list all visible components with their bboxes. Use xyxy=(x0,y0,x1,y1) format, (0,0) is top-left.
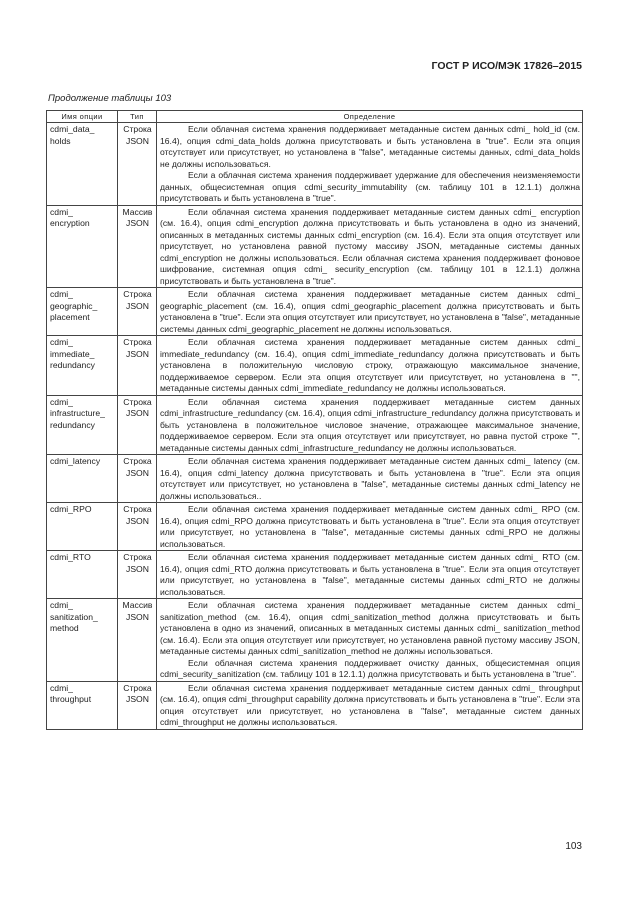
option-type-cell: Строка JSON xyxy=(118,551,157,599)
table-row xyxy=(47,336,583,396)
column-header-type: Тип xyxy=(118,111,157,123)
definition-paragraph: Если а облачная система хранения поддерживает удержание для обеспечения неизменяемости данных, общесистемная опция cdmi_security_immutability (см. таблицу 101 в 12.1.1) должна присутствовать и быть установлена в "true". xyxy=(160,170,580,203)
column-header-definition: Определение xyxy=(157,111,583,123)
table-row xyxy=(47,455,583,503)
table-row xyxy=(47,599,583,682)
option-name-cell: cdmi_data_ holds xyxy=(47,123,118,206)
definition-paragraph: Если облачная система хранения поддерживает метаданные систем данных cdmi_ sanitization_method (см. 16.4), опция cdmi_sanitization_method должна присутствовать и быть установлена в одно из значений, описанных в метаданных системы данных cdmi_ sanitization_method (см. 16.4). Если эта опция отсутствует или присутствует, но установлена равной пустому массиву JSON, метаданные системы данных cdmi_sanitization_method не должны использоваться. xyxy=(160,600,580,656)
option-definition-cell xyxy=(157,123,583,206)
table-caption: Продолжение таблицы 103 xyxy=(48,93,172,104)
option-definition-cell xyxy=(157,336,583,396)
table-row xyxy=(47,123,583,206)
table-row xyxy=(47,288,583,336)
option-name-cell: cdmi_ geographic_ placement xyxy=(47,288,118,336)
option-definition-cell xyxy=(157,455,583,503)
definition-paragraph: Если облачная система хранения поддерживает метаданные систем данных cdmi_ hold_id (см. 16.4), опция cdmi_data_holds должна присутствовать и быть установлена в "true". Если эта опция отсутствует или присутствует, но установлена в "false", метаданные системы данных, cdmi_data_holds не должны использоваться. xyxy=(160,124,580,169)
option-name-cell: cdmi_latency xyxy=(47,455,118,503)
option-definition-cell xyxy=(157,551,583,599)
definition-paragraph: Если облачная система хранения поддерживает метаданные систем данных cdmi_ encryption (см. 16.4), опция cdmi_encryption должна присутствовать и быть установлена в одно из значений, описанных в метаданных системы данных cdmi_encryption (см. 16.4). Если эта опция отсутствует или присутствует, но установлена равной пустому массиву JSON, метаданные системы данных cdmi_encryption не должны использоваться. Если облачная система хранения поддерживает фоновое шифрование, системная опция cdmi_ security_encryption (см. таблицу 101 в 12.1.1) должна присутствовать и быть установлена в "true". xyxy=(160,206,580,286)
option-type-cell: Строка JSON xyxy=(118,681,157,729)
option-name-cell: cdmi_RTO xyxy=(47,551,118,599)
option-name-cell: cdmi_RPO xyxy=(47,503,118,551)
column-header-name: Имя опции xyxy=(47,111,118,123)
definition-paragraph: Если облачная система хранения поддерживает метаданные систем данных cdmi_ RTO (см. 16.4), опция cdmi_RTO должна присутствовать и быть установлена в "true". Если эта опция отсутствует или присутствует, но установлена в "false", метаданные системы данных cdmi_RTO не должны использоваться. xyxy=(160,552,580,597)
option-type-cell: Массив JSON xyxy=(118,205,157,288)
option-definition-cell xyxy=(157,681,583,729)
definition-paragraph: Если облачная система хранения поддерживает метаданные систем данных cdmi_ RPO (см. 16.4), опция cdmi_RPO должна присутствовать и быть установлена в "true". Если эта опция отсутствует или присутствует, но установлена в "false", метаданные системы данных cdmi_RPO не должны использоваться. xyxy=(160,504,580,549)
definition-paragraph: Если облачная система хранения поддерживает метаданные систем данных cdmi_ latency (см. 16.4), опция cdmi_latency должна присутствовать и быть установлена в "true". Если эта опция отсутствует или присутствует, но установлена в "false", метаданные системы данных cdmi_latency не должны использоваться.. xyxy=(160,456,580,501)
table-row xyxy=(47,205,583,288)
definition-paragraph: Если облачная система хранения поддерживает метаданные систем данных cdmi_ throughput (см. 16.4), опция cdmi_throughput capability должна присутствовать и быть установлена в "true". Если эта опция отсутствует или присутствует, но установлена в "false", метаданные систем данных cdmi_throughput не должны использоваться. xyxy=(160,682,580,727)
option-type-cell: Строка JSON xyxy=(118,336,157,396)
option-type-cell: Строка JSON xyxy=(118,288,157,336)
table-row xyxy=(47,395,583,455)
definition-paragraph: Если облачная система хранения поддерживает метаданные систем данных cdmi_ geographic_placement (см. 16.4), опция cdmi_geographic_placement должна присутствовать и быть установлена в "true". Если эта опция отсутствует или присутствует, но установлена в "false", метаданные системы данных cdmi_geographic_placement не должны использоваться. xyxy=(160,289,580,334)
standard-header: ГОСТ Р ИСО/МЭК 17826–2015 xyxy=(431,60,582,72)
option-definition-cell xyxy=(157,503,583,551)
option-definition-cell xyxy=(157,205,583,288)
table-row xyxy=(47,503,583,551)
option-definition-cell xyxy=(157,599,583,682)
option-type-cell: Строка JSON xyxy=(118,503,157,551)
definition-paragraph: Если облачная система хранения поддерживает метаданные систем данных cdmi_infrastructure_redundancy (см. 16.4), опция cdmi_infrastructure_redundancy должна присутствовать и быть установлена в положительное числовое значение, отражающее максимальное значение, поддерживаемое сервером. Если эта опция отсутствует или присутствует, но равна пустой строке "", метаданные системы данных cdmi_infrastructure_redundancy не должны использоваться. xyxy=(160,396,580,453)
table-row xyxy=(47,681,583,729)
table-header-row xyxy=(47,111,583,123)
definition-paragraph: Если облачная система хранения поддерживает метаданные систем данных cdmi_ immediate_redundancy (см. 16.4), опция cdmi_immediate_redundancy должна присутствовать и быть установлена в положительную числовую строку, отражающую максимальное значение, поддерживаемое сервером. Если эта опция отсутствует или присутствует, но установлена в "", метаданные системы данных cdmi_immediate_redundancy не должны использоваться. xyxy=(160,337,580,393)
definition-paragraph: Если облачная система хранения поддерживает очистку данных, общесистемная опция cdmi_security_sanitization (см. таблицу 101 в 12.1.1) должна присутствовать и быть установлена в "true". xyxy=(160,657,580,679)
option-definition-cell xyxy=(157,395,583,455)
option-type-cell: Строка JSON xyxy=(118,455,157,503)
option-name-cell: cdmi_ infrastructure_ redundancy xyxy=(47,395,118,455)
table-row xyxy=(47,551,583,599)
option-type-cell: Массив JSON xyxy=(118,599,157,682)
option-name-cell: cdmi_ encryption xyxy=(47,205,118,288)
option-name-cell: cdmi_ throughput xyxy=(47,681,118,729)
option-type-cell: Строка JSON xyxy=(118,123,157,206)
option-type-cell: Строка JSON xyxy=(118,395,157,455)
option-name-cell: cdmi_ sanitization_ method xyxy=(47,599,118,682)
option-name-cell: cdmi_ immediate_ redundancy xyxy=(47,336,118,396)
option-definition-cell xyxy=(157,288,583,336)
options-table xyxy=(46,110,583,730)
page-number: 103 xyxy=(565,841,582,852)
